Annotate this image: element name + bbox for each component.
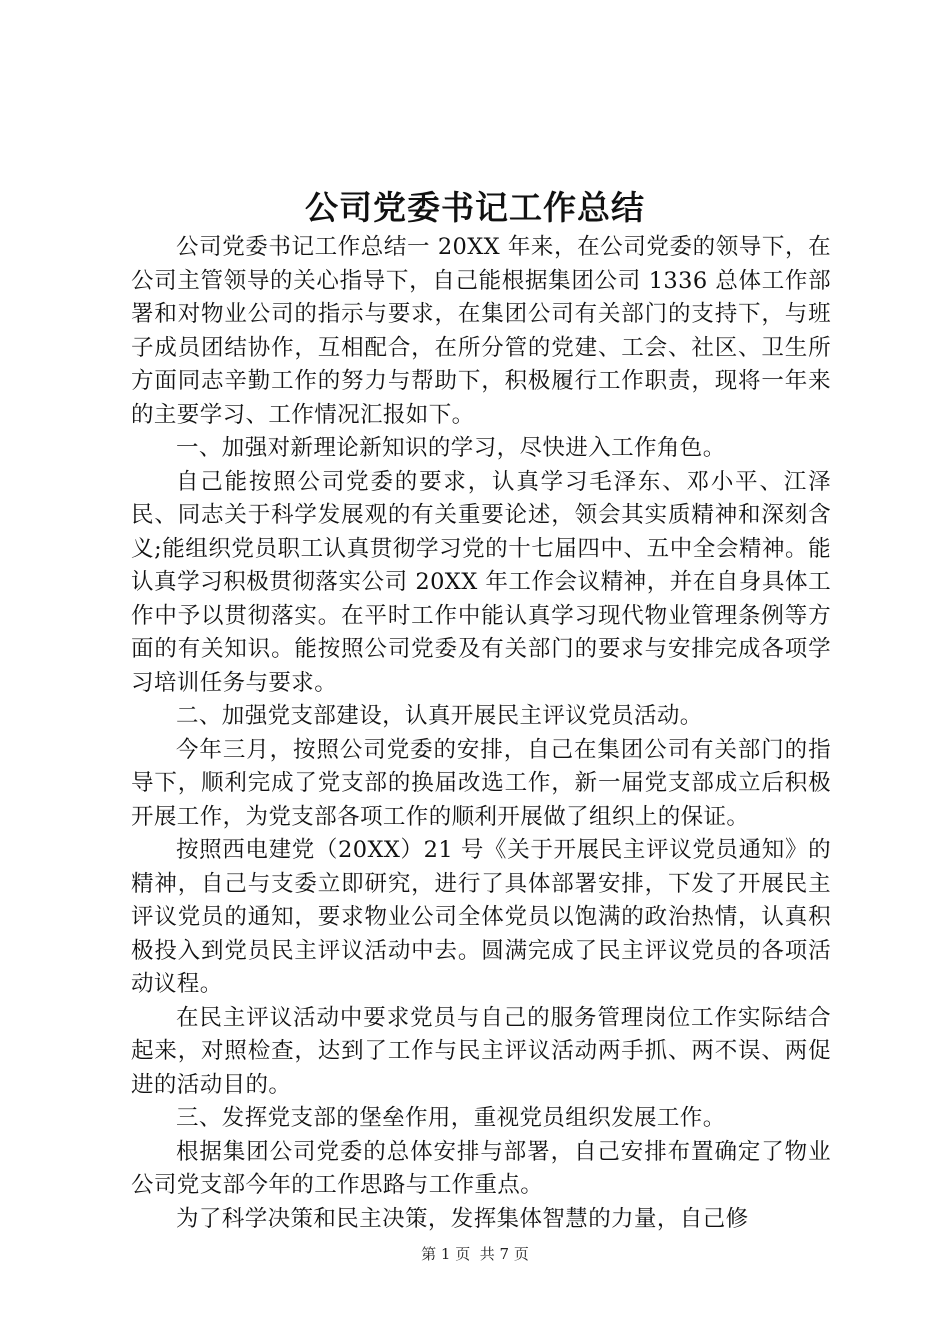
paragraph: 自己能按照公司党委的要求，认真学习毛泽东、邓小平、江泽民、同志关于科学发展观的有关重要论述，领会其实质精神和深刻含义;能组织党员职工认真贯彻学习党的十七届四中、五中全会精神。能认真学习积极贯彻落实公司 20XX 年工作会议精神，并在自身具体工作中予以贯彻落实。在平时工作中能认真学习现代物业管理条例等方面的有关知识。能按照公司党委及有关部门的要求与安排完成各项学习培训任务与要求。: [131, 468, 831, 696]
section-heading-2: 二、加强党支部建设，认真开展民主评议党员活动。: [176, 703, 703, 729]
paragraph-intro: 公司党委书记工作总结一 20XX 年来，在公司党委的领导下，在公司主管领导的关心指导下，自己能根据集团公司 1336 总体工作部署和对物业公司的指示与要求，在集团公司有关部门的支持下，与班子成员团结协作，互相配合，在所分管的党建、工会、社区、卫生所方面同志辛勤工作的努力与帮助下，积极履行工作职责，现将一年来的主要学习、工作情况汇报如下。: [131, 234, 831, 428]
document-title: 公司党委书记工作总结: [305, 188, 645, 227]
paragraph: 按照西电建党（20XX）21 号《关于开展民主评议党员通知》的精神，自己与支委立即研究，进行了具体部署安排，下发了开展民主评议党员的通知，要求物业公司全体党员以饱满的政治热情，认真积极投入到党员民主评议活动中去。圆满完成了民主评议党员的各项活动议程。: [131, 837, 831, 997]
document-body: [131, 231, 831, 1236]
section-heading-3: 三、发挥党支部的堡垒作用，重视党员组织发展工作。: [176, 1105, 726, 1131]
page-footer: [0, 1243, 950, 1265]
paragraph: 今年三月，按照公司党委的安排，自己在集团公司有关部门的指导下，顺利完成了党支部的换届改选工作，新一届党支部成立后积极开展工作，为党支部各项工作的顺利开展做了组织上的保证。: [131, 736, 831, 830]
paragraph: 为了科学决策和民主决策，发挥集体智慧的力量，自己修: [176, 1205, 749, 1232]
paragraph: 根据集团公司党委的总体安排与部署，自己安排布置确定了物业公司党支部今年的工作思路与工作重点。: [131, 1138, 831, 1198]
page-number: 第 1 页 共 7 页: [421, 1245, 529, 1263]
paragraph: 在民主评议活动中要求党员与自己的服务管理岗位工作实际结合起来，对照检查，达到了工作与民主评议活动两手抓、两不误、两促进的活动目的。: [131, 1004, 831, 1098]
section-heading-1: 一、加强对新理论新知识的学习，尽快进入工作角色。: [176, 435, 726, 461]
